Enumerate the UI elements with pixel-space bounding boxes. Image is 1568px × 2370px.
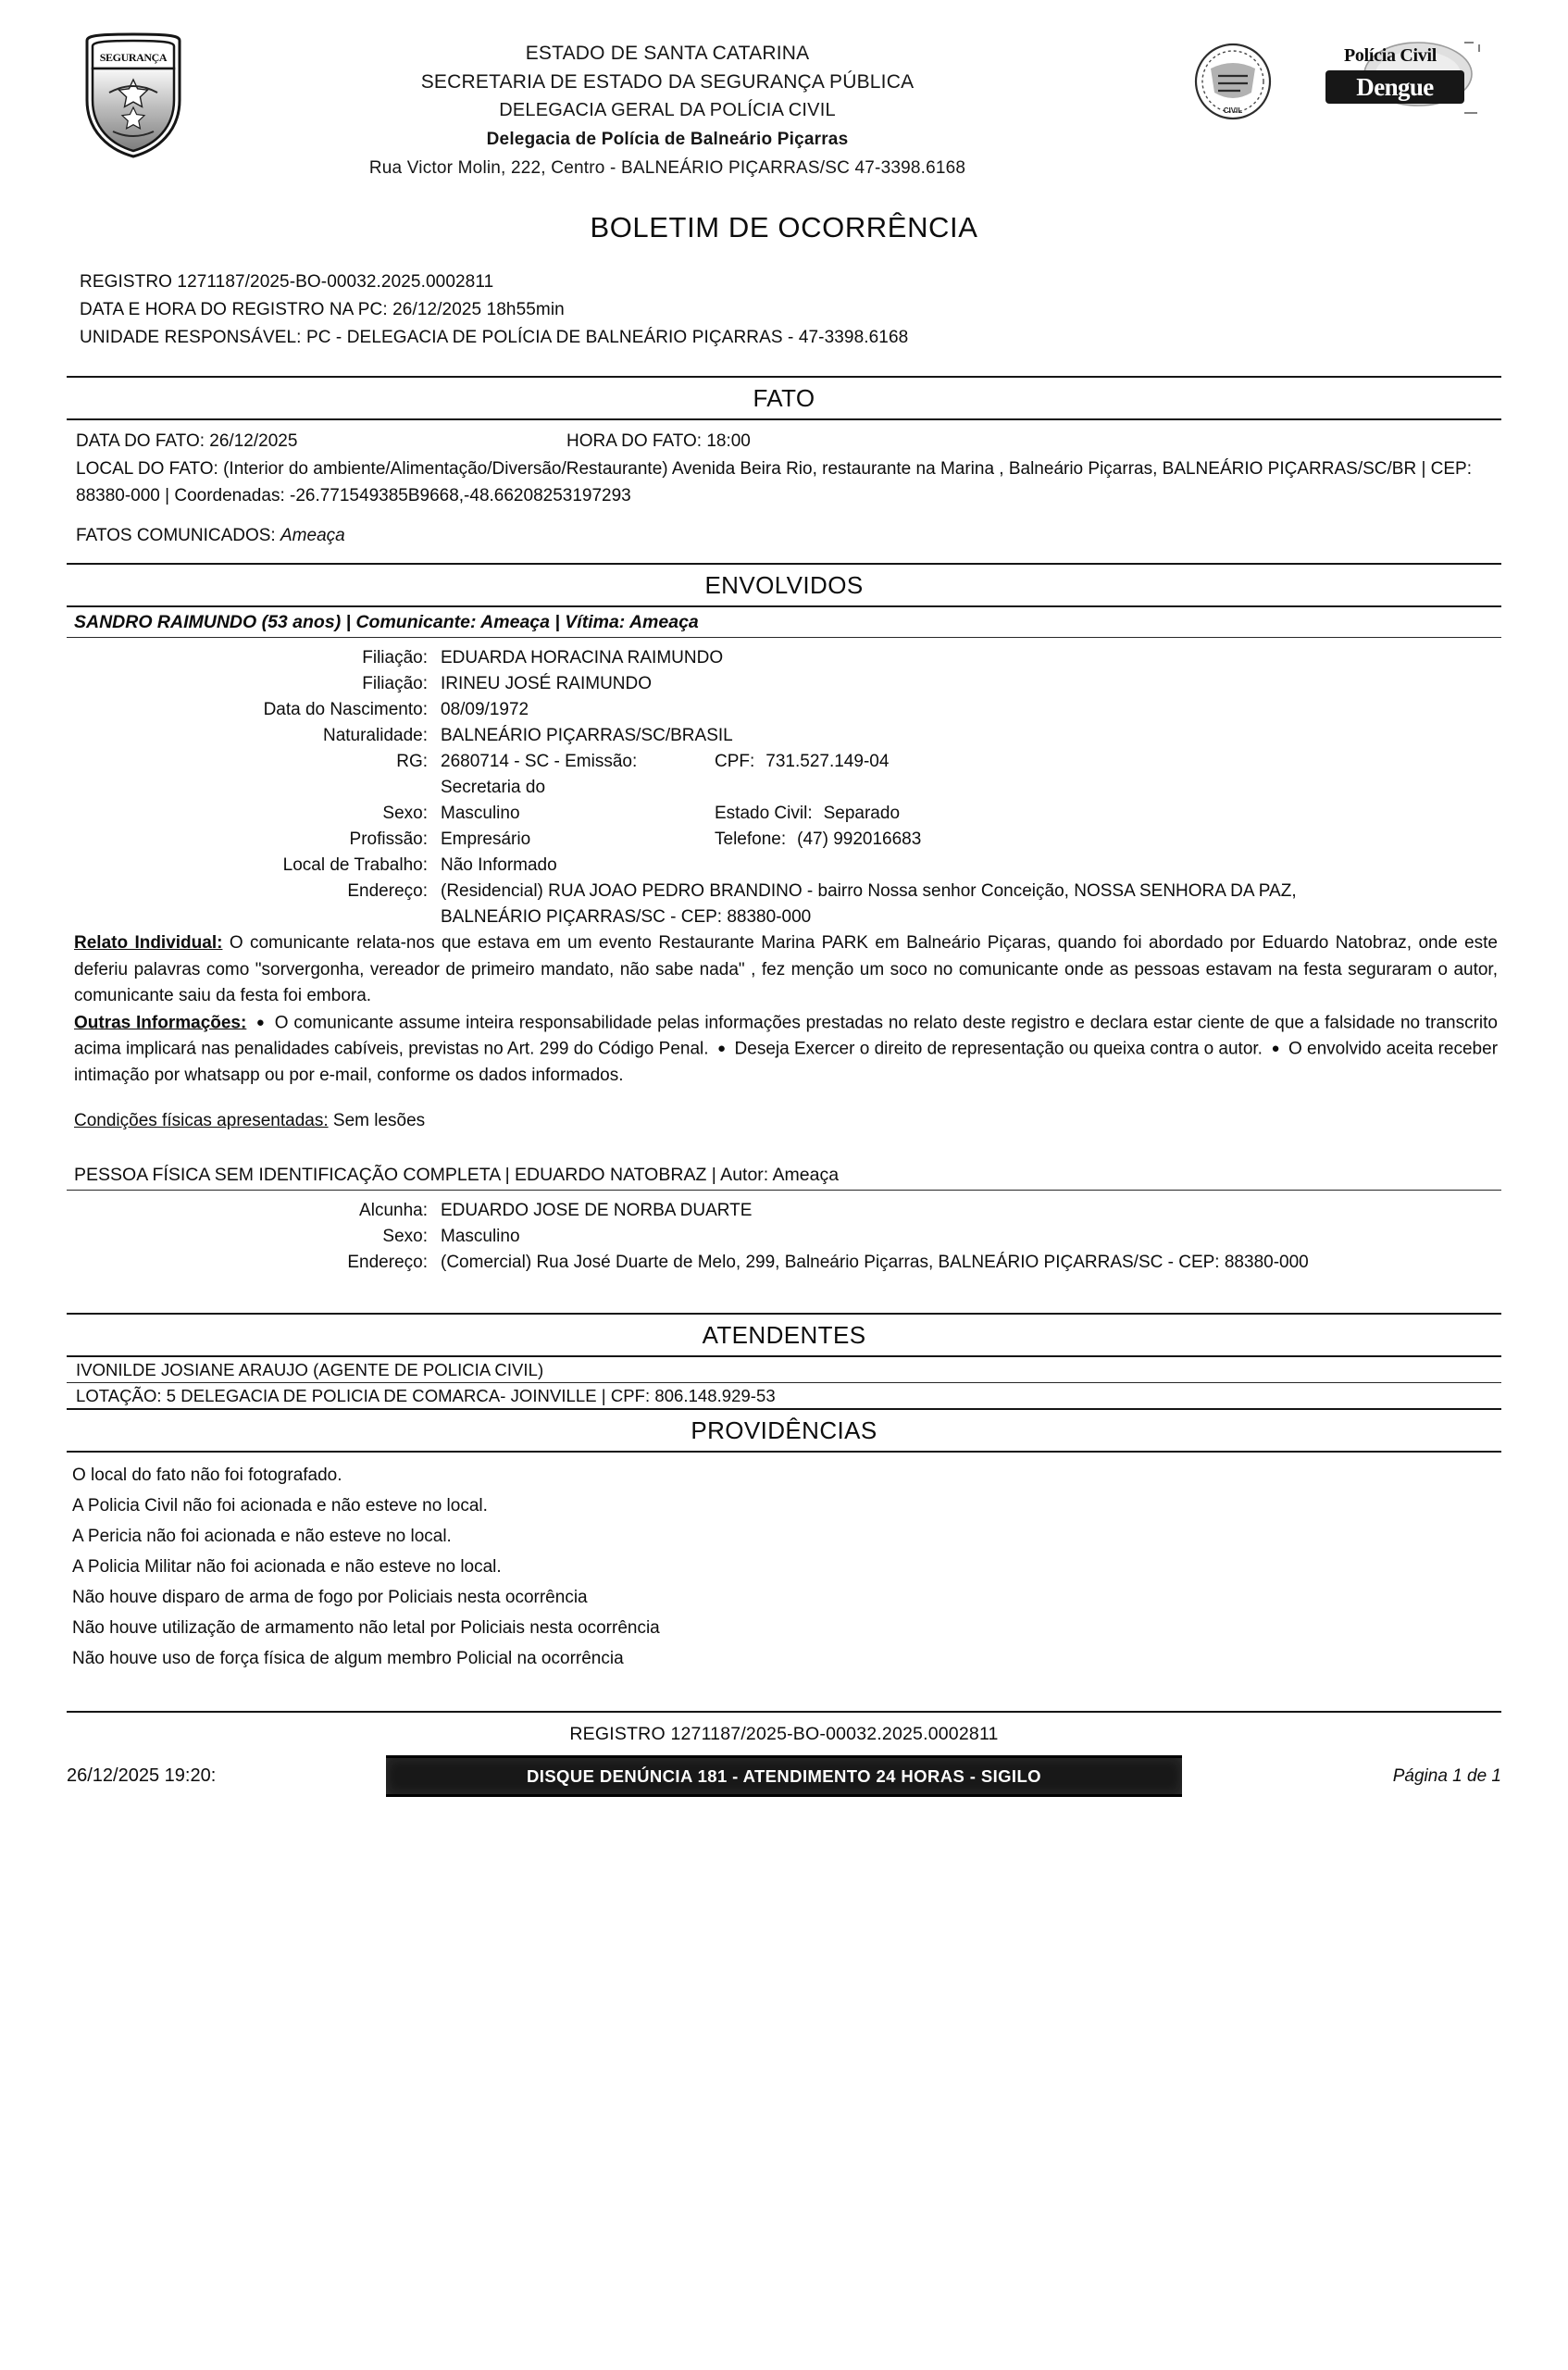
fato-location-row [67, 455, 1501, 509]
field-naturalidade [67, 723, 1501, 749]
svg-text:Polícia Civil: Polícia Civil [1344, 45, 1437, 66]
field-label: Filiação: [362, 674, 428, 693]
footer-page-number: Página 1 de 1 [1392, 1765, 1501, 1786]
field-label: Estado Civil: [715, 804, 813, 823]
fato-location-label: LOCAL DO FATO: [76, 459, 218, 479]
svg-text:SEGURANÇA: SEGURANÇA [99, 51, 168, 64]
field-filiacao-2 [67, 671, 1501, 697]
field-value: EDUARDA HORACINA RAIMUNDO [441, 648, 724, 667]
fatos-comunicados-row [67, 522, 1501, 550]
section-title-atendentes: ATENDENTES [702, 1321, 866, 1350]
field-sexo [67, 801, 715, 827]
condicoes-fisicas-value: Sem lesões [332, 1110, 426, 1130]
field-value: 2680714 - SC - Emissão: Secretaria do [441, 752, 638, 797]
field-cpf [715, 749, 1501, 801]
field-value: Masculino [441, 804, 520, 823]
disque-denuncia-banner: DISQUE DENÚNCIA 181 - ATENDIMENTO 24 HORAS - SIGILO [386, 1755, 1182, 1797]
fato-date-value: 26/12/2025 [209, 431, 298, 451]
field-sexo-estadocivil-row [67, 801, 1501, 827]
outras-informacoes-text-2: Deseja Exercer o direito de representação ou queixa contra o autor. [734, 1039, 1263, 1059]
fatos-comunicados-value: Ameaça [280, 526, 345, 545]
providencia-item: O local do fato não foi fotografado. [72, 1466, 342, 1486]
fatos-comunicados-label: FATOS COMUNICADOS: [76, 526, 276, 545]
field-value: Separado [823, 804, 901, 823]
field-value-group [441, 879, 1501, 930]
field-estado-civil [715, 801, 1501, 827]
field-label: Local de Trabalho: [282, 855, 428, 875]
relato-individual-label: Relato Individual: [74, 933, 223, 953]
fato-date-label: DATA DO FATO: [76, 431, 205, 451]
registry-number: REGISTRO 1271187/2025-BO-00032.2025.0002811 [80, 272, 494, 292]
field-value: 08/09/1972 [441, 700, 529, 719]
fato-time-value: 18:00 [706, 431, 751, 451]
registry-unit: UNIDADE RESPONSÁVEL: PC - DELEGACIA DE POLÍCIA DE BALNEÁRIO PIÇARRAS - 47-3398.6168 [80, 328, 909, 347]
providencia-item: A Pericia não foi acionada e não esteve no local. [72, 1527, 452, 1547]
field-value: 731.527.149-04 [765, 752, 890, 771]
field-value-line2: BALNEÁRIO PIÇARRAS/SC - CEP: 88380-000 [441, 907, 812, 927]
field-endereco [67, 879, 1501, 930]
organization-heading [148, 31, 1187, 182]
providencia-item: A Policia Militar não foi acionada e não esteve no local. [72, 1557, 502, 1578]
fato-date-cell [76, 428, 511, 455]
field-data-nascimento [67, 697, 1501, 723]
document-masthead [67, 31, 1501, 194]
condicoes-fisicas-label: Condições físicas apresentadas: [74, 1110, 329, 1130]
condicoes-fisicas-row [67, 1108, 1501, 1135]
field-label: RG: [396, 752, 428, 771]
field-label: Sexo: [382, 804, 428, 823]
footer-registro: REGISTRO 1271187/2025-BO-00032.2025.0002811 [569, 1724, 999, 1745]
field-telefone [715, 827, 1501, 853]
field-filiacao-1 [67, 645, 1501, 671]
field-local-trabalho [67, 853, 1501, 879]
outras-informacoes-text-1: O comunicante assume inteira responsabilidade pelas informações prestadas no relato deste registro e declara estar ciente de que a falsidade no transcrito acima implicará nas penalidades cabíveis, previstas no Art. 299 do Código Penal. [74, 1012, 1498, 1059]
field-value: EDUARDO JOSE DE NORBA DUARTE [441, 1201, 753, 1221]
field-rg [67, 749, 715, 801]
field-label: CPF: [715, 752, 755, 771]
outras-informacoes-text-3: O envolvido aceita receber intimação por whatsapp ou por e-mail, conforme os dados informados. [74, 1039, 1499, 1086]
field-label: Telefone: [715, 830, 787, 849]
section-title-fato: FATO [753, 384, 815, 412]
org-line-address: Rua Victor Molin, 222, Centro - BALNEÁRIO PIÇARRAS/SC 47-3398.6168 [368, 158, 966, 178]
field-label: Sexo: [382, 1227, 428, 1247]
police-crest-icon [81, 31, 185, 159]
registry-block [80, 268, 1501, 352]
outras-informacoes-label: Outras Informações: [74, 1012, 247, 1032]
field-value-line1: (Residencial) RUA JOAO PEDRO BRANDINO - bairro Nossa senhor Conceição, NOSSA SENHORA DA PAZ, [441, 881, 1297, 901]
field-profissao [67, 827, 715, 853]
field-value: Masculino [441, 1227, 520, 1247]
providencia-item: A Policia Civil não foi acionada e não esteve no local. [72, 1496, 488, 1516]
fato-time-cell [511, 428, 1501, 455]
relato-individual-text: O comunicante relata-nos que estava em um evento Restaurante Marina PARK em Balneário Piçaras, quando foi abordado por Eduardo Natobraz, onde este deferiu palavras como "sorvergonha, vereador de primeiro mandato, não sabe nada" , fez menção um soco no comunicante onde as pessoas estavam na festa seguraram o autor, comunicante saiu da festa foi embora. [74, 933, 1498, 1005]
svg-text:CIVIL: CIVIL [1223, 106, 1243, 115]
field-label: Data do Nascimento: [263, 700, 428, 719]
field-value: Empresário [441, 830, 531, 849]
field-value: (Comercial) Rua José Duarte de Melo, 299, Balneário Piçarras, BALNEÁRIO PIÇARRAS/SC - CEP: 88380-000 [441, 1253, 1309, 1273]
providencia-item: Não houve uso de força física de algum membro Policial na ocorrência [72, 1649, 624, 1669]
footer-bar [67, 1755, 1501, 1797]
bullet-icon: ● [713, 1041, 730, 1057]
field-endereco-person2 [67, 1250, 1501, 1276]
field-label: Naturalidade: [322, 726, 428, 745]
field-label: Endereço: [347, 1253, 428, 1273]
footer-datetime: 26/12/2025 19:20: [67, 1765, 217, 1787]
field-label: Alcunha: [359, 1201, 428, 1221]
bullet-icon: ● [252, 1014, 270, 1030]
org-line-delegacia-local: Delegacia de Polícia de Balneário Piçarras [486, 130, 849, 149]
field-profissao-telefone-row [67, 827, 1501, 853]
field-value: BALNEÁRIO PIÇARRAS/SC/BRASIL [441, 726, 733, 745]
svg-text:Dengue: Dengue [1356, 73, 1434, 101]
bullet-icon: ● [1267, 1041, 1284, 1057]
fato-time-label: HORA DO FATO: [566, 431, 703, 451]
section-title-providencias: PROVIDÊNCIAS [691, 1416, 877, 1445]
providencia-item: Não houve utilização de armamento não letal por Policiais nesta ocorrência [72, 1618, 660, 1639]
field-value: IRINEU JOSÉ RAIMUNDO [441, 674, 653, 693]
field-value: Não Informado [441, 855, 557, 875]
policia-civil-dengue-logo [1187, 31, 1492, 147]
field-value: (47) 992016683 [797, 830, 922, 849]
org-line-state: ESTADO DE SANTA CATARINA [525, 43, 810, 64]
fato-date-row [67, 428, 1501, 455]
registry-datetime: DATA E HORA DO REGISTRO NA PC: 26/12/2025 18h55min [80, 300, 565, 319]
field-sexo-person2 [67, 1224, 1501, 1250]
field-rg-cpf-row [67, 749, 1501, 801]
field-label: Profissão: [349, 830, 428, 849]
page-title: BOLETIM DE OCORRÊNCIA [590, 211, 978, 243]
field-label: Filiação: [362, 648, 428, 667]
field-label: Endereço: [347, 881, 428, 901]
policia-civil-stamp-icon [1196, 44, 1270, 118]
atendente-lotacao: LOTAÇÃO: 5 DELEGACIA DE POLICIA DE COMARCA- JOINVILLE | CPF: 806.148.929-53 [76, 1386, 776, 1406]
outras-informacoes-paragraph [67, 1010, 1501, 1090]
relato-individual-paragraph [67, 930, 1501, 1010]
atendente-name: IVONILDE JOSIANE ARAUJO (AGENTE DE POLICIA CIVIL) [76, 1360, 544, 1380]
org-line-delegacia-geral: DELEGACIA GERAL DA POLÍCIA CIVIL [499, 100, 836, 120]
fato-location-value: (Interior do ambiente/Alimentação/Diversão/Restaurante) Avenida Beira Rio, restaurante na Marina , Balneário Piçarras, BALNEÁRIO PIÇARRAS/SC/BR | CEP: 88380-000 | Coordenadas: -26.771549385B9668,-48.66208253197293 [76, 459, 1473, 505]
org-line-secretariat: SECRETARIA DE ESTADO DA SEGURANÇA PÚBLICA [420, 71, 915, 93]
providencia-item: Não houve disparo de arma de fogo por Policiais nesta ocorrência [72, 1588, 588, 1608]
person-headline-author: PESSOA FÍSICA SEM IDENTIFICAÇÃO COMPLETA | EDUARDO NATOBRAZ | Autor: Ameaça [74, 1165, 840, 1186]
field-alcunha [67, 1198, 1501, 1224]
person-headline-communicant: SANDRO RAIMUNDO (53 anos) | Comunicante: Ameaça | Vítima: Ameaça [74, 612, 699, 632]
section-title-envolvidos: ENVOLVIDOS [704, 571, 864, 599]
